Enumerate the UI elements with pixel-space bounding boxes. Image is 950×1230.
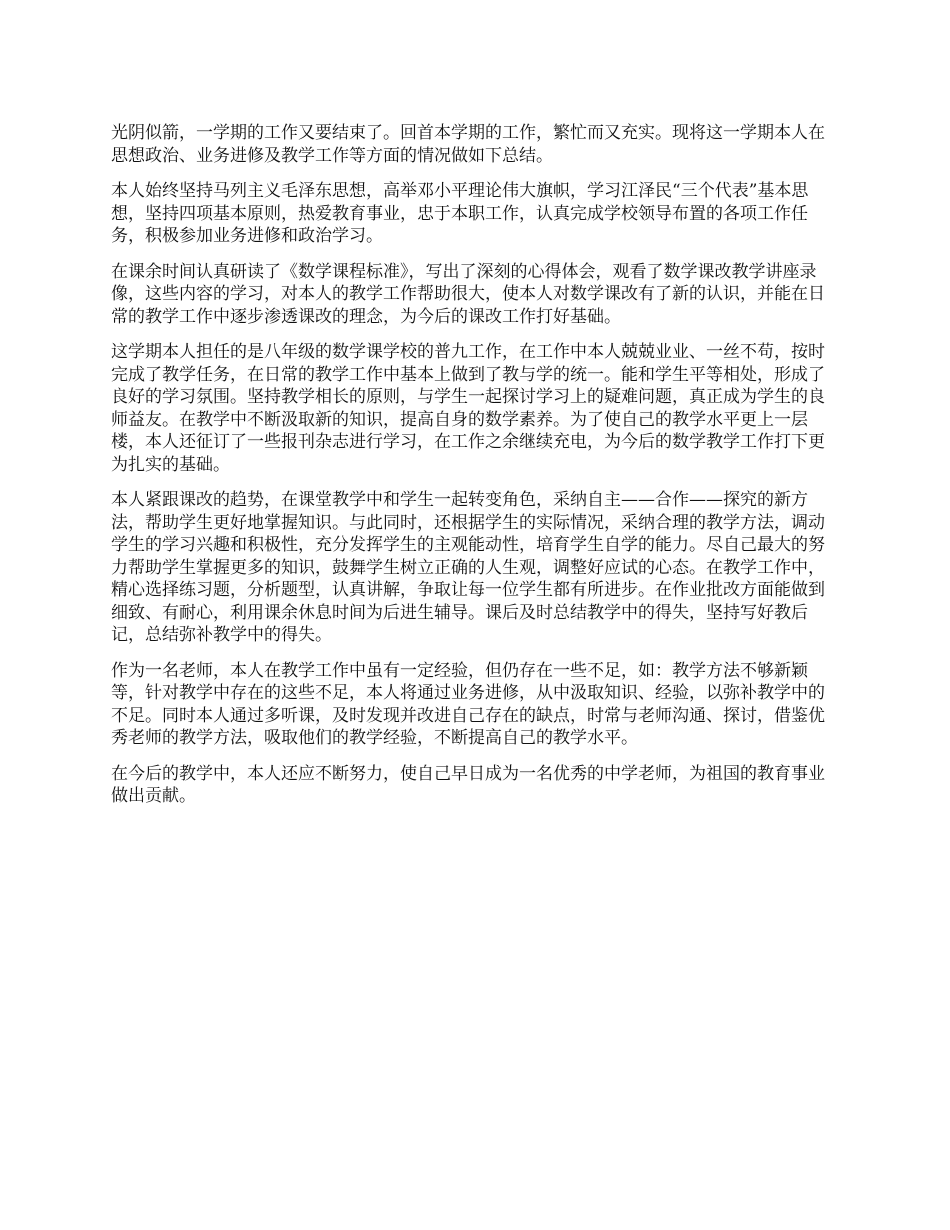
paragraph-5: 本人紧跟课改的趋势，在课堂教学中和学生一起转变角色，采纳自主——合作——探究的新方法，帮助学生更好地掌握知识。与此同时，还根据学生的实际情况，采纳合理的教学方法，调动学生的学习兴趣和积极性，充分发挥学生的主观能动性，培育学生自学的能力。尽自己最大的努力帮助学生掌握更多的知识，鼓舞学生树立正确的人生观，调整好应试的心态。在教学工作中，精心选择练习题，分析题型，认真讲解，争取让每一位学生都有所进步。在作业批改方面能做到细致、有耐心，利用课余休息时间为后进生辅导。课后及时总结教学中的得失，坚持写好教后记，总结弥补教学中的得失。 <box>111 490 825 645</box>
paragraph-1: 光阴似箭，一学期的工作又要结束了。回首本学期的工作，繁忙而又充实。现将这一学期本人在思想政治、业务进修及教学工作等方面的情况做如下总结。 <box>111 123 825 166</box>
paragraph-2: 本人始终坚持马列主义毛泽东思想，高举邓小平理论伟大旗帜，学习江泽民“三个代表”基本思想，坚持四项基本原则，热爱教育事业，忠于本职工作，认真完成学校领导布置的各项工作任务，积极参加业务进修和政治学习。 <box>111 181 809 246</box>
document-body <box>111 122 841 821</box>
paragraph-6: 作为一名老师，本人在教学工作中虽有一定经验，但仍存在一些不足，如：教学方法不够新颖等，针对教学中存在的这些不足，本人将通过业务进修，从中汲取知识、经验，以弥补教学中的不足。同时本人通过多听课，及时发现并改进自己存在的缺点，时常与老师沟通、探讨，借鉴优秀老师的教学方法，吸取他们的教学经验，不断提高自己的教学水平。 <box>111 660 825 748</box>
paragraph-3: 在课余时间认真研读了《数学课程标准》，写出了深刻的心得体会，观看了数学课改教学讲座录像，这些内容的学习，对本人的教学工作帮助很大，使本人对数学课改有了新的认识，并能在日常的教学工作中逐步渗透课改的理念，为今后的课改工作打好基础。 <box>111 261 825 327</box>
paragraph-7: 在今后的教学中，本人还应不断努力，使自己早日成为一名优秀的中学老师，为祖国的教育事业做出贡献。 <box>111 763 825 806</box>
paragraph-4: 这学期本人担任的是八年级的数学课学校的普九工作，在工作中本人兢兢业业、一丝不苟，按时完成了教学任务，在日常的教学工作中基本上做到了教与学的统一。能和学生平等相处，形成了良好的学习氛围。坚持教学相长的原则，与学生一起探讨学习上的疑难问题，真正成为学生的良师益友。在教学中不断汲取新的知识，提高自身的数学素养。为了使自己的教学水平更上一层楼，本人还征订了一些报刊杂志进行学习，在工作之余继续充电，为今后的数学教学工作打下更为扎实的基础。 <box>111 342 825 475</box>
